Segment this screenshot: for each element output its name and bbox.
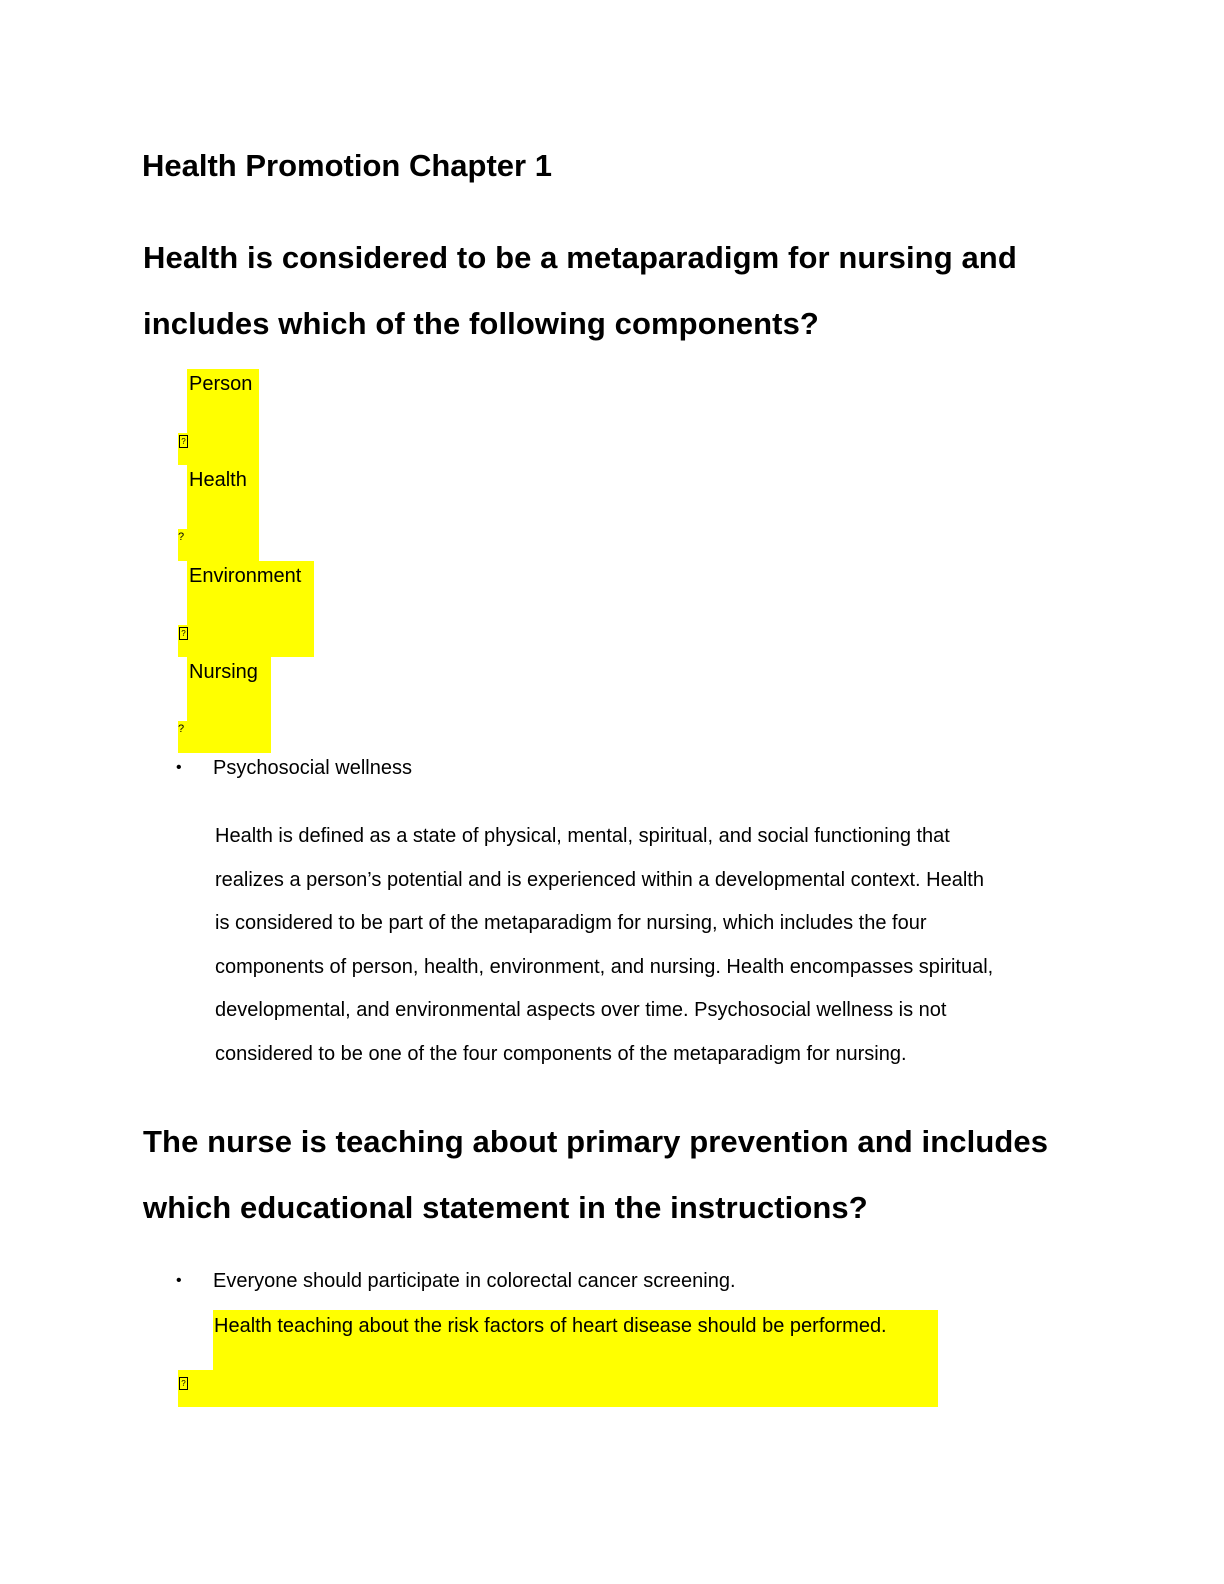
explanation-line-3: is considered to be part of the metaparadigm for nursing, which includes the four [215,912,927,934]
explanation-line-5: developmental, and environmental aspects over time. Psychosocial wellness is not [215,999,947,1021]
marker-glyph-heart-disease: ? [179,1377,188,1390]
marker-glyph-nursing: ? [178,723,185,735]
marker-glyph-environment: ? [179,627,188,640]
question-1-line-1: Health is considered to be a metaparadigm for nursing and [143,240,1017,275]
option-psychosocial-wellness: Psychosocial wellness [213,757,412,779]
option-person: Person [189,373,253,395]
option-environment: Environment [189,565,302,587]
explanation-line-4: components of person, health, environment, and nursing. Health encompasses spiritual, [215,956,994,978]
explanation-line-1: Health is defined as a state of physical, mental, spiritual, and social functioning that [215,825,950,847]
option-health: Health [189,469,247,491]
question-2-line-2: which educational statement in the instructions? [143,1190,868,1225]
option-colorectal-screening: Everyone should participate in colorectal cancer screening. [213,1270,736,1292]
question-2-line-1: The nurse is teaching about primary prevention and includes [143,1124,1049,1159]
explanation-line-6: considered to be one of the four components of the metaparadigm for nursing. [215,1043,907,1065]
option-nursing: Nursing [189,661,258,683]
highlight-heart-disease-marker-row [178,1370,938,1407]
question-1-line-2: includes which of the following components? [143,306,819,341]
bullet-symbol: • [176,759,182,776]
marker-glyph-health: ? [178,531,185,543]
marker-glyph-person: ? [179,435,188,448]
chapter-title: Health Promotion Chapter 1 [142,148,552,183]
option-heart-disease-teaching: Health teaching about the risk factors of heart disease should be performed. [214,1315,887,1337]
explanation-line-2: realizes a person’s potential and is experienced within a developmental context. Health [215,869,984,891]
bullet-symbol-2: • [176,1272,182,1289]
